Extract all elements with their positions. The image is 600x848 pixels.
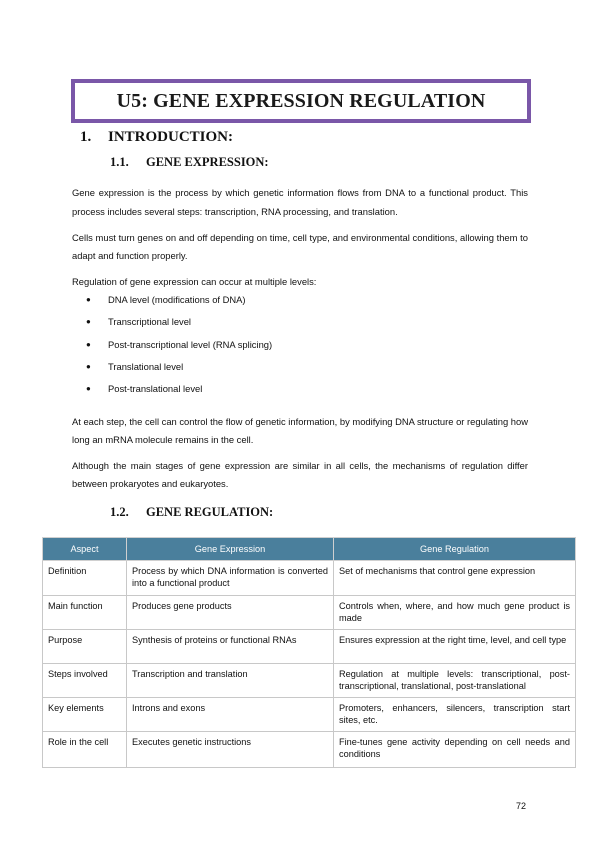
subsection-heading-gene-expression	[110, 155, 269, 170]
table-cell: Produces gene products	[127, 596, 334, 630]
page-title: U5: GENE EXPRESSION REGULATION	[116, 89, 486, 112]
table-cell: Controls when, where, and how much gene product is made	[334, 596, 576, 630]
table-cell: Process by which DNA information is converted into a functional product	[127, 561, 334, 596]
subsection-number: 1.2.	[110, 505, 129, 519]
section-heading-introduction	[80, 129, 233, 146]
title-box	[71, 79, 531, 123]
paragraph-cells: Cells must turn genes on and off depending on time, cell type, and environmental conditions, allowing them to adapt and function properly.	[72, 232, 528, 261]
bullet-icon: ●	[86, 317, 91, 327]
paragraph-definition: Gene expression is the process by which genetic information flows from DNA to a functional product. This process includes several steps: transcription, RNA processing, and translation.	[72, 187, 528, 217]
table-cell: Definition	[43, 561, 127, 596]
table-cell: Promoters, enhancers, silencers, transcription start sites, etc.	[334, 698, 576, 732]
subsection-title: GENE REGULATION:	[146, 505, 274, 519]
subsection-number: 1.1.	[110, 155, 129, 169]
table-cell: Fine-tunes gene activity depending on cell needs and conditions	[334, 732, 576, 768]
table-header-cell: Gene Regulation	[334, 538, 576, 561]
table-cell: Introns and exons	[127, 698, 334, 732]
table-cell: Regulation at multiple levels: transcriptional, post-transcriptional, translational, post-translational	[334, 664, 576, 698]
bullet-icon: ●	[86, 361, 91, 371]
bullet-icon: ●	[86, 384, 91, 394]
section-title: INTRODUCTION:	[108, 129, 234, 145]
table-header-cell: Gene Expression	[127, 538, 334, 561]
table-cell: Executes genetic instructions	[127, 732, 334, 768]
table-cell: Ensures expression at the right time, level, and cell type	[334, 630, 576, 664]
table-cell: Main function	[43, 596, 127, 630]
table-cell: Role in the cell	[43, 732, 127, 768]
levels-list	[86, 294, 272, 405]
paragraph-levels-intro: Regulation of gene expression can occur at multiple levels:	[72, 276, 317, 287]
list-item	[86, 339, 272, 361]
table-cell: Set of mechanisms that control gene expression	[334, 561, 576, 596]
subsection-heading-gene-regulation	[110, 505, 273, 520]
subsection-title: GENE EXPRESSION:	[146, 155, 269, 169]
table-header-cell: Aspect	[43, 538, 127, 561]
list-item-text: Post-translational level	[108, 383, 203, 395]
page-number: 72	[516, 801, 527, 811]
table-cell: Synthesis of proteins or functional RNAs	[127, 630, 334, 664]
section-number: 1.	[80, 129, 92, 145]
list-item	[86, 361, 272, 383]
table-header-row	[43, 538, 576, 561]
table-cell: Key elements	[43, 698, 127, 732]
list-item-text: Transcriptional level	[108, 316, 192, 328]
list-item-text: Translational level	[108, 360, 184, 372]
bullet-icon: ●	[86, 339, 91, 349]
table-row	[43, 664, 576, 698]
table-row	[43, 732, 576, 768]
table-row	[43, 698, 576, 732]
table-row	[43, 596, 576, 630]
table-row	[43, 561, 576, 596]
table-cell: Transcription and translation	[127, 664, 334, 698]
paragraph-control: At each step, the cell can control the flow of genetic information, by modifying DNA structure or regulating how long an mRNA molecule remains in the cell.	[72, 416, 528, 445]
list-item-text: DNA level (modifications of DNA)	[108, 294, 246, 305]
table-cell: Purpose	[43, 630, 127, 664]
list-item	[86, 294, 272, 316]
table-cell: Steps involved	[43, 664, 127, 698]
list-item	[86, 316, 272, 338]
bullet-icon: ●	[86, 295, 91, 304]
paragraph-prokaryotes: Although the main stages of gene expression are similar in all cells, the mechanisms of regulation differ between prokaryotes and eukaryotes.	[72, 460, 528, 489]
table-row	[43, 630, 576, 664]
list-item-text: Post-transcriptional level (RNA splicing)	[108, 338, 273, 350]
comparison-table	[42, 537, 576, 768]
list-item	[86, 383, 272, 405]
